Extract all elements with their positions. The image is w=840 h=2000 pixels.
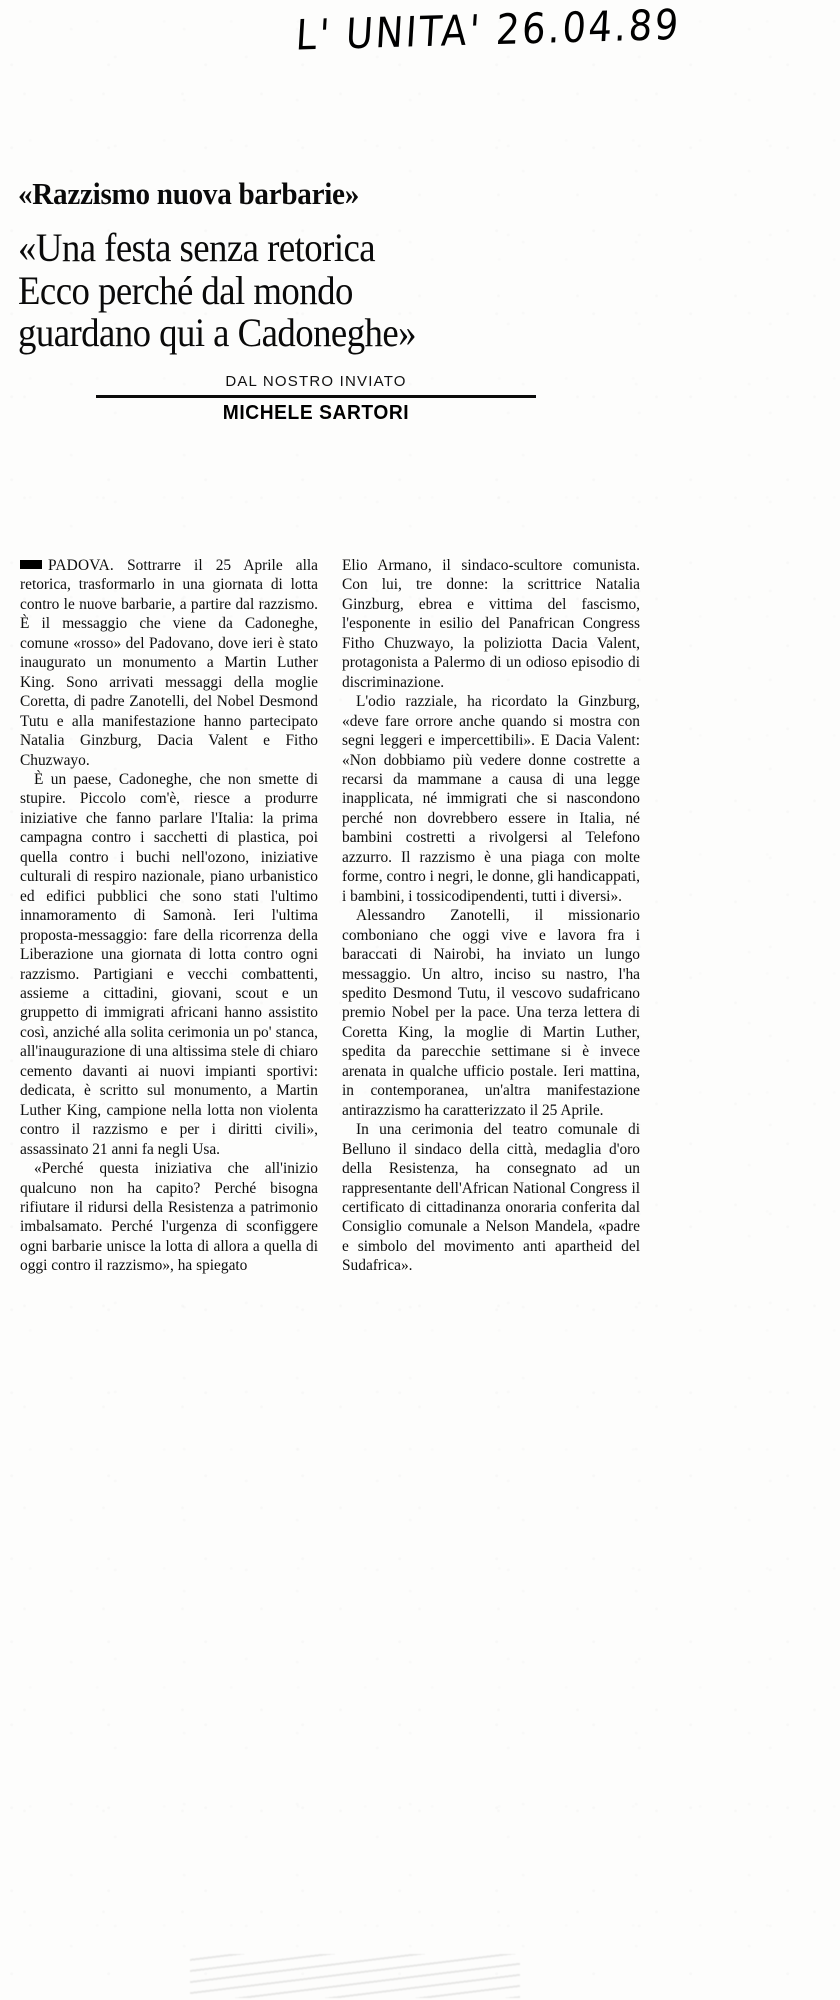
article-body-columns: [20, 556, 640, 1276]
square-bullet-icon: [20, 560, 42, 569]
article-column-right: [342, 556, 640, 1276]
paragraph-text: Sottrarre il 25 Aprile alla retorica, trasformarlo in una giornata di lotta contro le nuove barbarie, a partire dal razzismo. È il messaggio che viene da Cadoneghe, comune «rosso» del Padovano, dove ieri è stato inaugurato un monumento a Martin Luther King. Sono arrivati messaggi della moglie Coretta, di padre Zanotelli, del Nobel Desmond Tutu e alla manifestazione hanno partecipato Natalia Ginzburg, Dacia Valent e Fitho Chuzwayo.: [20, 557, 318, 769]
headline-line-1: «Una festa senza retorica: [18, 224, 376, 270]
article-headline: [18, 224, 598, 356]
lead-paragraph: [20, 556, 318, 770]
handwritten-archival-note: L' UNITA' 26.04.89: [294, 0, 683, 60]
paragraph: In una cerimonia del teatro comunale di Belluno il sindaco della città, medaglia d'oro della Resistenza, ha consegnato ad un rappresentante dell'African National Congress il certificato di cittadinanza onoraria conferita dal Consiglio comunale a Nelson Mandela, «padre e simbolo del movimento anti apartheid del Sudafrica».: [342, 1121, 640, 1275]
paragraph: Alessandro Zanotelli, il missionario comboniano che oggi vive e lavora fra i baraccati di Nairobi, ha inviato un lungo messaggio. Un altro, inciso su nastro, l'ha spedito Desmond Tutu, il vescovo sudafricano premio Nobel per la pace. Una terza lettera di Coretta King, la moglie di Martin Luther, spedita da parecchie settimane si è invece arenata in qualche ufficio postale. Ieri mattina, in contemporanea, un'altra manifestazione antirazzismo ha caratterizzato il 25 Aprile.: [342, 907, 640, 1119]
paragraph: Elio Armano, il sindaco-scultore comunista. Con lui, tre donne: la scrittrice Natalia Ginzburg, ebrea e vittima del fascismo, l'esponente in esilio del Panafrican Congress Fitho Chuzwayo, la poliziotta Dacia Valent, protagonista a Palermo di un odioso episodio di discriminazione.: [342, 557, 640, 691]
article-column-left: [20, 556, 318, 1276]
paragraph: «Perché questa iniziativa che all'inizio qualcuno non ha capito? Perché bisogna rifiutare il ridursi della Resistenza a patrimonio imbalsamato. Perché l'urgenza di sconfiggere ogni barbarie unisce la lotta di allora a quella di oggi contro il razzismo», ha spiegato: [20, 1160, 318, 1275]
paragraph: È un paese, Cadoneghe, che non smette di stupire. Piccolo com'è, riesce a produrre iniziative che fanno parlare l'Italia: la prima campagna contro i sacchetti di plastica, poi quella contro i buchi nell'ozono, iniziative culturali di respiro nazionale, piano urbanistico ed edifici pubblici che sono stati l'ultimo innamoramento di Samonà. Ieri l'ultima proposta-messaggio: fare della ricorrenza della Liberazione una giornata di lotta contro ogni razzismo. Partigiani e vecchi combattenti, assieme a cittadini, giovani, scout e un gruppetto di immigrati africani hanno assistito così, anziché alla solita cerimonia un po' stanca, all'inaugurazione di una altissima stele di chiaro cemento davanti ai nuovi impianti sportivi: dedicata, è scritto sul monumento, a Martin Luther King, campione nella lotta non violenta contro il razzismo e per i diritti civili», assassinato 21 anni fa negli Usa.: [20, 770, 318, 1158]
byline-divider: [96, 395, 536, 398]
page-bleedthrough: [190, 1954, 520, 1998]
article-kicker: «Razzismo nuova barbarie»: [18, 176, 359, 211]
headline-line-3: guardano qui a Cadoneghe»: [18, 310, 417, 356]
byline-role: DAL NOSTRO INVIATO: [225, 373, 407, 391]
dateline: PADOVA.: [48, 557, 114, 574]
byline-author: MICHELE SARTORI: [222, 402, 410, 425]
byline: [96, 373, 536, 425]
article: [18, 178, 648, 425]
headline-line-2: Ecco perché dal mondo: [18, 267, 353, 313]
paragraph: L'odio razziale, ha ricordato la Ginzburg, «deve fare orrore anche quando si mostra con segni leggeri e impercettibili». E Dacia Valent: «Non dobbiamo più vedere donne costrette a recarsi da mammane a causa di una legge inapplicata, né immigrati che si nascondono perché non dovrebbero essere in Italia, né bambini costretti a rivolgersi al Telefono azzurro. Il razzismo è una piaga con molte forme, contro i negri, le donne, gli handicappati, i bambini, i tossicodipendenti, tutti i diversi».: [342, 693, 640, 905]
